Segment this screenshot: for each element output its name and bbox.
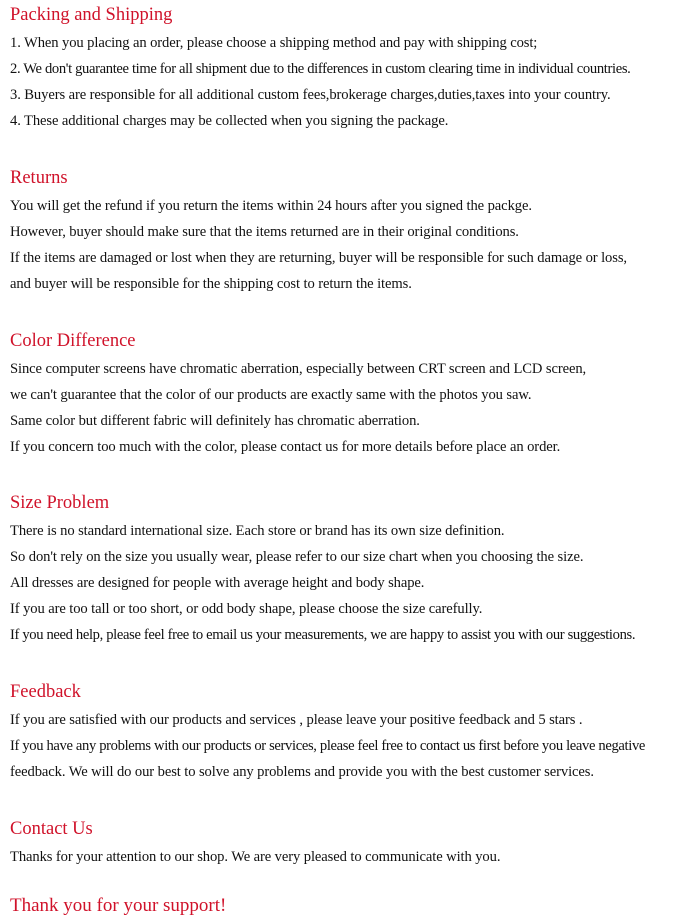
section-size-problem: [10, 491, 700, 648]
section-line: If the items are damaged or lost when they are returning, buyer will be responsible for such damage or loss,: [10, 250, 627, 266]
section-line: Since computer screens have chromatic aberration, especially between CRT screen and LCD screen,: [10, 361, 587, 377]
section-title: Contact Us: [10, 819, 93, 839]
section-line: If you are too tall or too short, or odd body shape, please choose the size carefully.: [10, 601, 483, 617]
section-line: 3. Buyers are responsible for all additional custom fees,brokerage charges,duties,taxes into your country.: [10, 87, 611, 103]
section-line: 2. We don't guarantee time for all shipment due to the differences in custom clearing time in individual countries.: [10, 61, 631, 77]
section-line: we can't guarantee that the color of our products are exactly same with the photos you saw.: [10, 387, 532, 403]
section-line: and buyer will be responsible for the shipping cost to return the items.: [10, 276, 412, 292]
closing-message: [10, 894, 700, 918]
section-title: Returns: [10, 168, 68, 188]
section-line: You will get the refund if you return the items within 24 hours after you signed the packge.: [10, 198, 532, 214]
section-contact-us: [10, 817, 700, 870]
section-line: There is no standard international size. Each store or brand has its own size definition.: [10, 523, 505, 539]
section-line: If you need help, please feel free to email us your measurements, we are happy to assist you with our suggestions.: [10, 627, 636, 643]
section-line: 4. These additional charges may be collected when you signing the package.: [10, 113, 449, 129]
section-title: Size Problem: [10, 493, 110, 513]
section-line: If you have any problems with our products or services, please feel free to contact us first before you leave negative: [10, 738, 646, 754]
section-title: Color Difference: [10, 331, 136, 351]
section-line: However, buyer should make sure that the items returned are in their original conditions.: [10, 224, 519, 240]
section-title: Packing and Shipping: [10, 5, 173, 25]
section-line: So don't rely on the size you usually wear, please refer to our size chart when you choosing the size.: [10, 549, 584, 565]
section-line: If you concern too much with the color, please contact us for more details before place an order.: [10, 439, 561, 455]
section-line: All dresses are designed for people with average height and body shape.: [10, 575, 425, 591]
section-line: If you are satisfied with our products and services , please leave your positive feedback and 5 stars .: [10, 712, 583, 728]
section-line: Same color but different fabric will definitely has chromatic aberration.: [10, 413, 420, 429]
section-line: 1. When you placing an order, please choose a shipping method and pay with shipping cost;: [10, 35, 538, 51]
section-color-difference: [10, 329, 700, 460]
section-title: Feedback: [10, 682, 81, 702]
section-packing-shipping: [10, 3, 700, 134]
thank-you-heading: Thank you for your support!: [10, 895, 227, 916]
section-feedback: [10, 680, 700, 785]
section-line: feedback. We will do our best to solve any problems and provide you with the best customer services.: [10, 764, 594, 780]
section-line: Thanks for your attention to our shop. We are very pleased to communicate with you.: [10, 849, 501, 865]
section-returns: [10, 166, 700, 297]
